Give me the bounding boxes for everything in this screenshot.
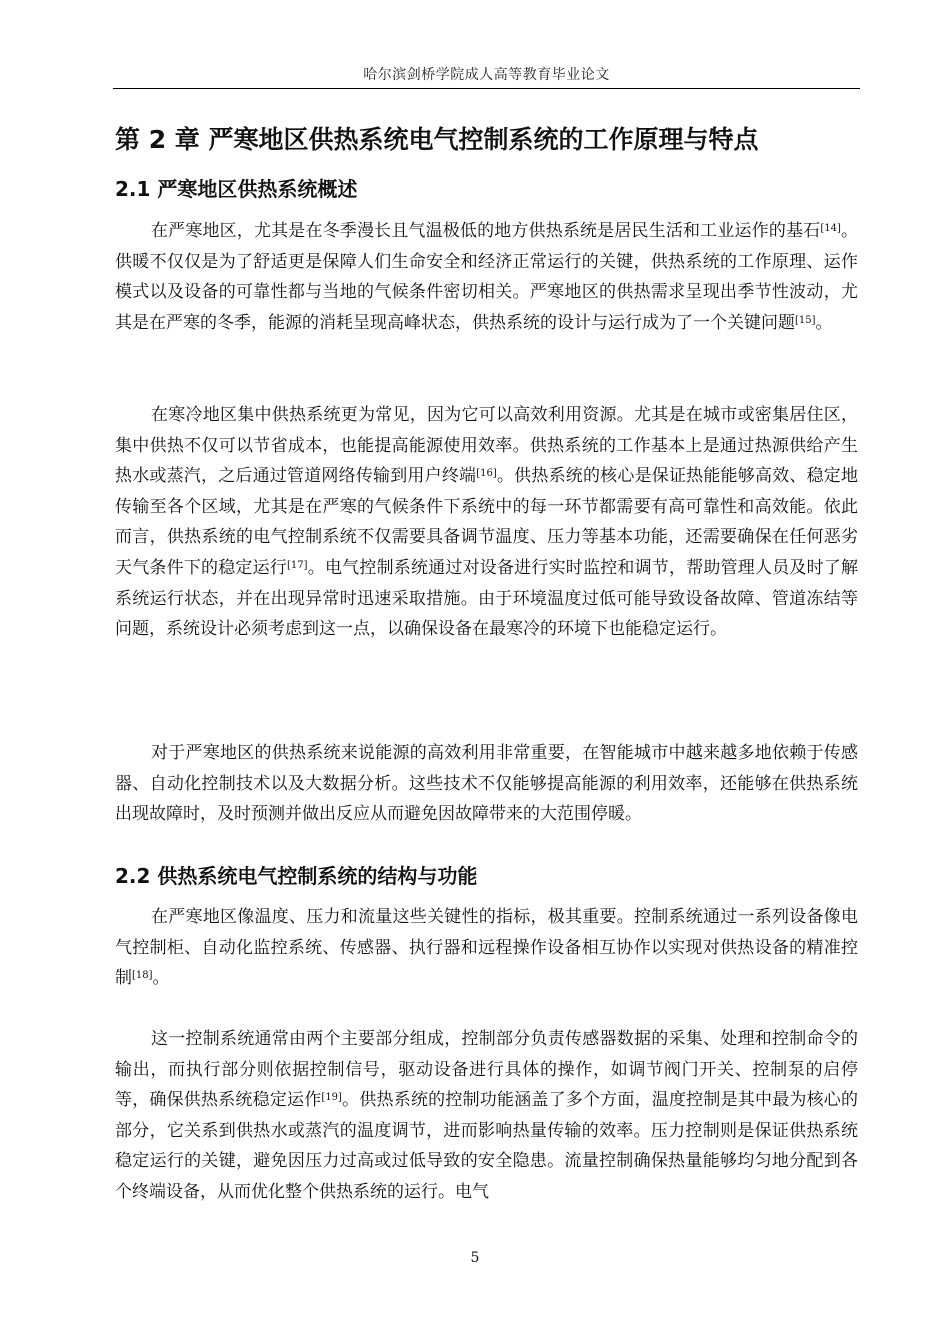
text-run: 。: [152, 968, 170, 989]
citation-ref: [17]: [287, 559, 308, 571]
text-run: 。供热系统的核心是保证热能能够高效、稳定地传输至各个区域，尤其是在严寒的气候条件下系统中的每一环节都需要有高可靠性和高效能。依此而言，供热系统的电气控制系统不仅需要具备调节温度、压力等基本功能，还需要确保在任何恶劣天气条件下的稳定运行: [115, 466, 858, 578]
text-run: 在寒冷地区集中供热系统更为常见，因为它可以高效利用资源。尤其是在城市或密集居住区，集中供热不仅可以节省成本，也能提高能源使用效率。供热系统的工作基本上是通过热源供给产生热水或蒸汽，之后通过管道网络传输到用户终端: [115, 405, 858, 487]
citation-ref: [14]: [820, 223, 841, 234]
paragraph-2-1-1: [115, 216, 858, 338]
header-rule: [113, 88, 860, 89]
citation-ref: [16]: [476, 468, 497, 480]
text-run: 。: [815, 312, 833, 333]
section-title-2-2: 2.2 供热系统电气控制系统的结构与功能: [115, 864, 478, 888]
text-run: 。供热系统的控制功能涵盖了多个方面，温度控制是其中最为核心的部分，它关系到供热水或蒸汽的温度调节，进而影响热量传输的效率。压力控制则是保证供热系统稳定运行的关键，避免因压力过高或过低导致的安全隐患。流量控制确保热量能够均匀地分配到各个终端设备，从而优化整个供热系统的运行。电气: [115, 1090, 859, 1202]
text-run: 在严寒地区，尤其是在冬季漫长且气温极低的地方供热系统是居民生活和工业运作的基石: [151, 221, 821, 241]
paragraph-2-1-3: [115, 738, 858, 830]
paragraph-2-2-1: [115, 902, 858, 994]
section-title-2-1: 2.1 严寒地区供热系统概述: [115, 177, 358, 201]
text-run: 。电气控制系统通过对设备进行实时监控和调节，帮助管理人员及时了解系统运行状态，并在出现异常时迅速采取措施。由于环境温度过低可能导致设备故障、管道冻结等问题，系统设计必须考虑到这一点，以确保设备在最寒冷的环境下也能稳定运行。: [115, 557, 859, 640]
text-run: 对于严寒地区的供热系统来说能源的高效利用非常重要，在智能城市中越来越多地依赖于传感器、自动化控制技术以及大数据分析。这些技术不仅能够提高能源的利用效率，还能够在供热系统出现故障时，及时预测并做出反应从而避免因故障带来的大范围停暖。: [115, 743, 858, 825]
page-number: 5: [470, 1250, 480, 1266]
text-run: 这一控制系统通常由两个主要部分组成，控制部分负责传感器数据的采集、处理和控制命令的输出，而执行部分则依据控制信号，驱动设备进行具体的操作，如调节阀门开关、控制泵的启停等，确保供热系统稳定运作: [115, 1029, 858, 1111]
citation-ref: [15]: [795, 314, 816, 326]
text-run: 在严寒地区像温度、压力和流量这些关键性的指标，极其重要。控制系统通过一系列设备像电气控制柜、自动化监控系统、传感器、执行器和远程操作设备相互协作以实现对供热设备的精准控制: [115, 907, 858, 989]
paragraph-2-2-2: [115, 1024, 858, 1208]
paragraph-2-1-2: [115, 400, 858, 645]
chapter-title: 第 2 章 严寒地区供热系统电气控制系统的工作原理与特点: [115, 125, 759, 154]
citation-ref: [19]: [321, 1092, 342, 1104]
running-header: 哈尔滨剑桥学院成人高等教育毕业论文: [363, 67, 610, 83]
text-run: 。供暖不仅仅是为了舒适更是保障人们生命安全和经济正常运行的关键，供热系统的工作原理、运作模式以及设备的可靠性都与当地的气候条件密切相关。严寒地区的供热需求呈现出季节性波动，尤其是在严寒的冬季，能源的消耗呈现高峰状态，供热系统的设计与运行成为了一个关键问题: [115, 221, 859, 333]
citation-ref: [18]: [132, 970, 153, 982]
